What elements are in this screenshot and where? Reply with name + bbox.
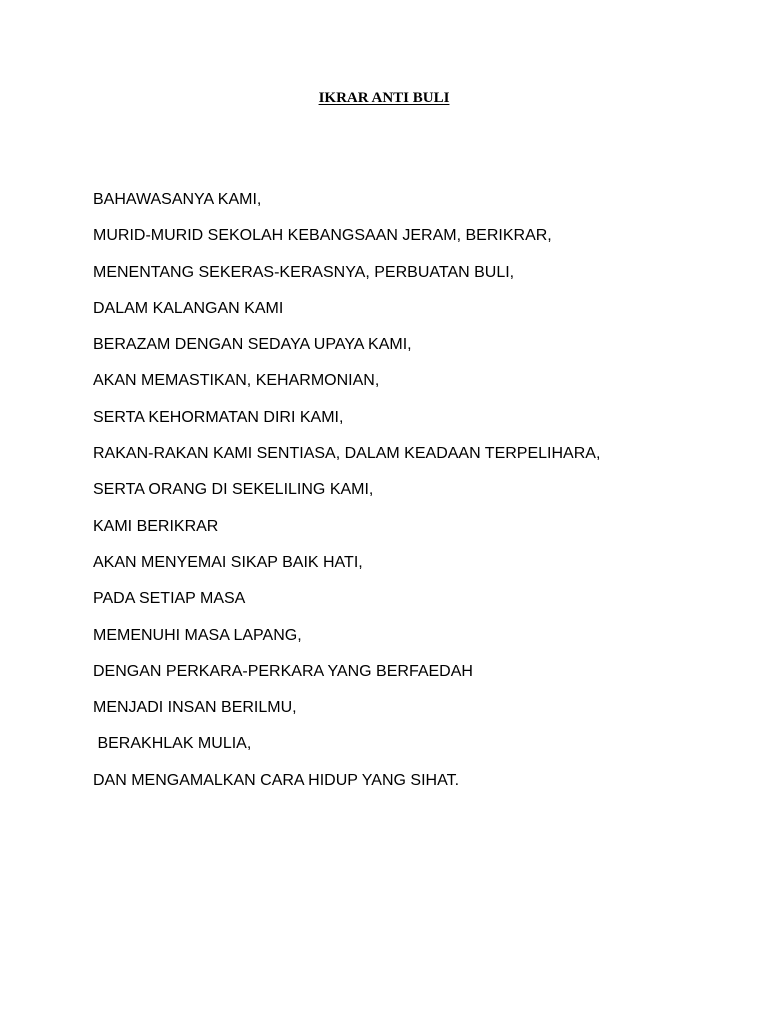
pledge-line: MURID-MURID SEKOLAH KEBANGSAAN JERAM, BERIKRAR, <box>93 227 552 245</box>
pledge-line: PADA SETIAP MASA <box>93 590 246 608</box>
document-title-text: IKRAR ANTI BULI <box>318 90 450 106</box>
pledge-line: BAHAWASANYA KAMI, <box>93 191 262 208</box>
pledge-line: DENGAN PERKARA-PERKARA YANG BERFAEDAH <box>93 662 473 680</box>
pledge-line: MENENTANG SEKERAS-KERASNYA, PERBUATAN BULI, <box>93 263 515 281</box>
pledge-line: MENJADI INSAN BERILMU, <box>93 699 297 717</box>
pledge-line: AKAN MENYEMAI SIKAP BAIK HATI, <box>93 553 363 571</box>
pledge-line: BERAKHLAK MULIA, <box>93 735 252 753</box>
pledge-line: BERAZAM DENGAN SEDAYA UPAYA KAMI, <box>93 336 412 354</box>
pledge-line: MEMENUHI MASA LAPANG, <box>93 626 302 644</box>
pledge-line: RAKAN-RAKAN KAMI SENTIASA, DALAM KEADAAN TERPELIHARA, <box>93 445 601 463</box>
pledge-line: DALAM KALANGAN KAMI <box>93 299 284 317</box>
pledge-line: SERTA ORANG DI SEKELILING KAMI, <box>93 481 374 499</box>
pledge-lines <box>93 187 600 804</box>
pledge-line: KAMI BERIKRAR <box>93 517 219 535</box>
document-title <box>0 90 768 107</box>
pledge-line: AKAN MEMASTIKAN, KEHARMONIAN, <box>93 372 380 390</box>
pledge-line: DAN MENGAMALKAN CARA HIDUP YANG SIHAT. <box>93 771 460 789</box>
pledge-line: SERTA KEHORMATAN DIRI KAMI, <box>93 408 344 426</box>
